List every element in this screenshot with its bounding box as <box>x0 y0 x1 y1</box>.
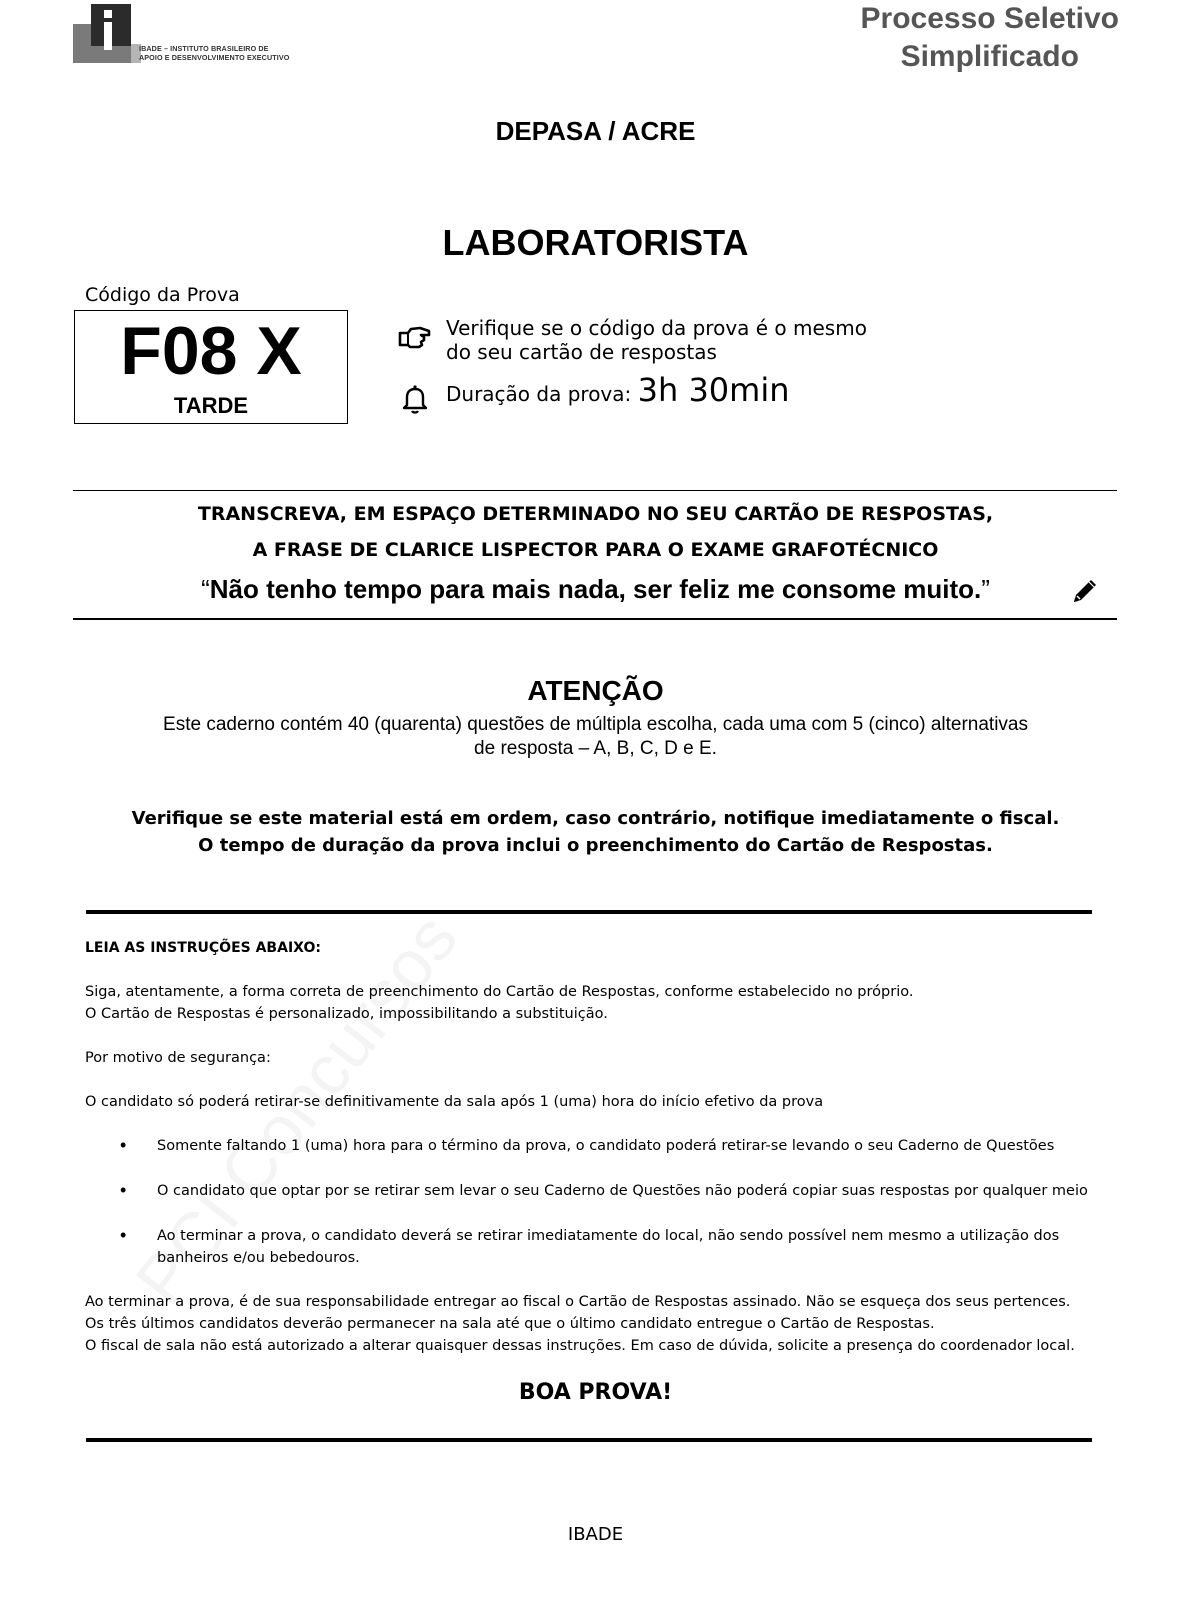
verify-material-text <box>0 805 1191 859</box>
transcription-instructions <box>0 496 1191 568</box>
instructions-title: LEIA AS INSTRUÇÕES ABAIXO: <box>85 940 321 956</box>
final-instructions-line3: O fiscal de sala não está autorizado a alterar quaisquer dessas instruções. Em caso de dúvida, solicite a presença do coordenador local. <box>85 1338 1075 1354</box>
exit-rule: O candidato só poderá retirar-se definitivamente da sala após 1 (uma) hora do início efetivo da prova <box>85 1094 824 1110</box>
exam-code-box <box>74 310 348 424</box>
verify-code-text <box>446 316 867 364</box>
footer-text: IBADE <box>567 1524 624 1545</box>
instructions-p1-line2: O Cartão de Respostas é personalizado, impossibilitando a substituição. <box>85 1006 608 1022</box>
instruction-bullet-1: Somente faltando 1 (uma) hora para o término da prova, o candidato poderá retirar-se levando o seu Caderno de Questões <box>157 1138 1055 1154</box>
position-title: LABORATORISTA <box>442 222 749 263</box>
exam-code-label: Código da Prova <box>85 284 240 306</box>
logo-text-line2: APOIO E DESENVOLVIMENTO EXECUTIVO <box>139 53 290 62</box>
exam-code: F08 X <box>120 313 302 389</box>
process-title-line1: Processo Seletivo <box>860 2 1119 35</box>
process-title <box>861 0 1119 76</box>
attention-line1: Este caderno contém 40 (quarenta) questões de múltipla escolha, cada uma com 5 (cinco) alternativas <box>163 714 1028 735</box>
section-divider-top <box>86 910 1092 914</box>
section-divider-bottom <box>86 1438 1092 1442</box>
quote-text: Não tenho tempo para mais nada, ser feliz me consome muito. <box>209 574 982 604</box>
logo-i-stem <box>104 22 112 50</box>
duration-label: Duração da prova: <box>446 382 632 406</box>
verify-code-line1: Verifique se o código da prova é o mesmo <box>446 316 867 340</box>
final-instructions-line1: Ao terminar a prova, é de sua responsabilidade entregar ao fiscal o Cartão de Respostas assinado. Não se esqueça dos seus pertences. <box>85 1294 1071 1310</box>
logo-i-dot <box>104 10 112 18</box>
divider-top <box>73 490 1117 491</box>
logo-text <box>139 44 289 62</box>
verify-material-line2: O tempo de duração da prova inclui o preenchimento do Cartão de Respostas. <box>198 835 993 856</box>
organization-title: DEPASA / ACRE <box>495 116 696 146</box>
bullet-marker: • <box>120 1225 127 1245</box>
pencil-icon <box>1070 576 1100 606</box>
bullet-marker: • <box>120 1180 127 1200</box>
instructions-p1-line1: Siga, atentamente, a forma correta de preenchimento do Cartão de Respostas, conforme estabelecido no próprio. <box>85 984 914 1000</box>
final-instructions <box>85 1291 1145 1357</box>
duration-value: 3h 30min <box>637 371 790 409</box>
duration-text <box>446 371 790 409</box>
attention-line2: de resposta – A, B, C, D e E. <box>474 738 717 759</box>
transcription-line1: TRANSCREVA, EM ESPAÇO DETERMINADO NO SEU CARTÃO DE RESPOSTAS, <box>197 503 994 525</box>
quote-close-mark: ” <box>981 574 990 604</box>
final-instructions-line2: Os três últimos candidatos deverão permanecer na sala até que o último candidato entregue o Cartão de Respostas. <box>85 1316 935 1332</box>
good-luck-message: BOA PROVA! <box>518 1380 673 1405</box>
attention-title: ATENÇÃO <box>527 675 664 706</box>
transcription-line2: A FRASE DE CLARICE LISPECTOR PARA O EXAME GRAFOTÉCNICO <box>252 539 939 561</box>
exam-shift: TARDE <box>173 393 249 418</box>
divider-bottom <box>73 618 1117 620</box>
verify-code-line2: do seu cartão de respostas <box>446 340 717 364</box>
quote-open-mark: “ <box>201 574 210 604</box>
process-title-line2: Simplificado <box>900 40 1079 73</box>
ibade-logo <box>73 4 313 64</box>
pointing-hand-icon <box>398 320 432 354</box>
bell-icon <box>398 382 432 416</box>
handwriting-quote <box>0 574 1191 605</box>
bullet-marker: • <box>120 1135 127 1155</box>
attention-text <box>0 713 1191 761</box>
logo-text-line1: IBADE – INSTITUTO BRASILEIRO DE <box>139 44 269 53</box>
instructions-paragraph1 <box>85 981 1115 1025</box>
security-heading: Por motivo de segurança: <box>85 1050 271 1066</box>
verify-material-line1: Verifique se este material está em ordem, caso contrário, notifique imediatamente o fiscal. <box>131 808 1060 829</box>
instruction-bullet-2: O candidato que optar por se retirar sem levar o seu Caderno de Questões não poderá copiar suas respostas por qualquer meio <box>157 1183 1088 1199</box>
instruction-bullet-3: Ao terminar a prova, o candidato deverá se retirar imediatamente do local, não sendo possível nem mesmo a utilização dos banheiros e/ou bebedouros. <box>157 1228 1060 1266</box>
